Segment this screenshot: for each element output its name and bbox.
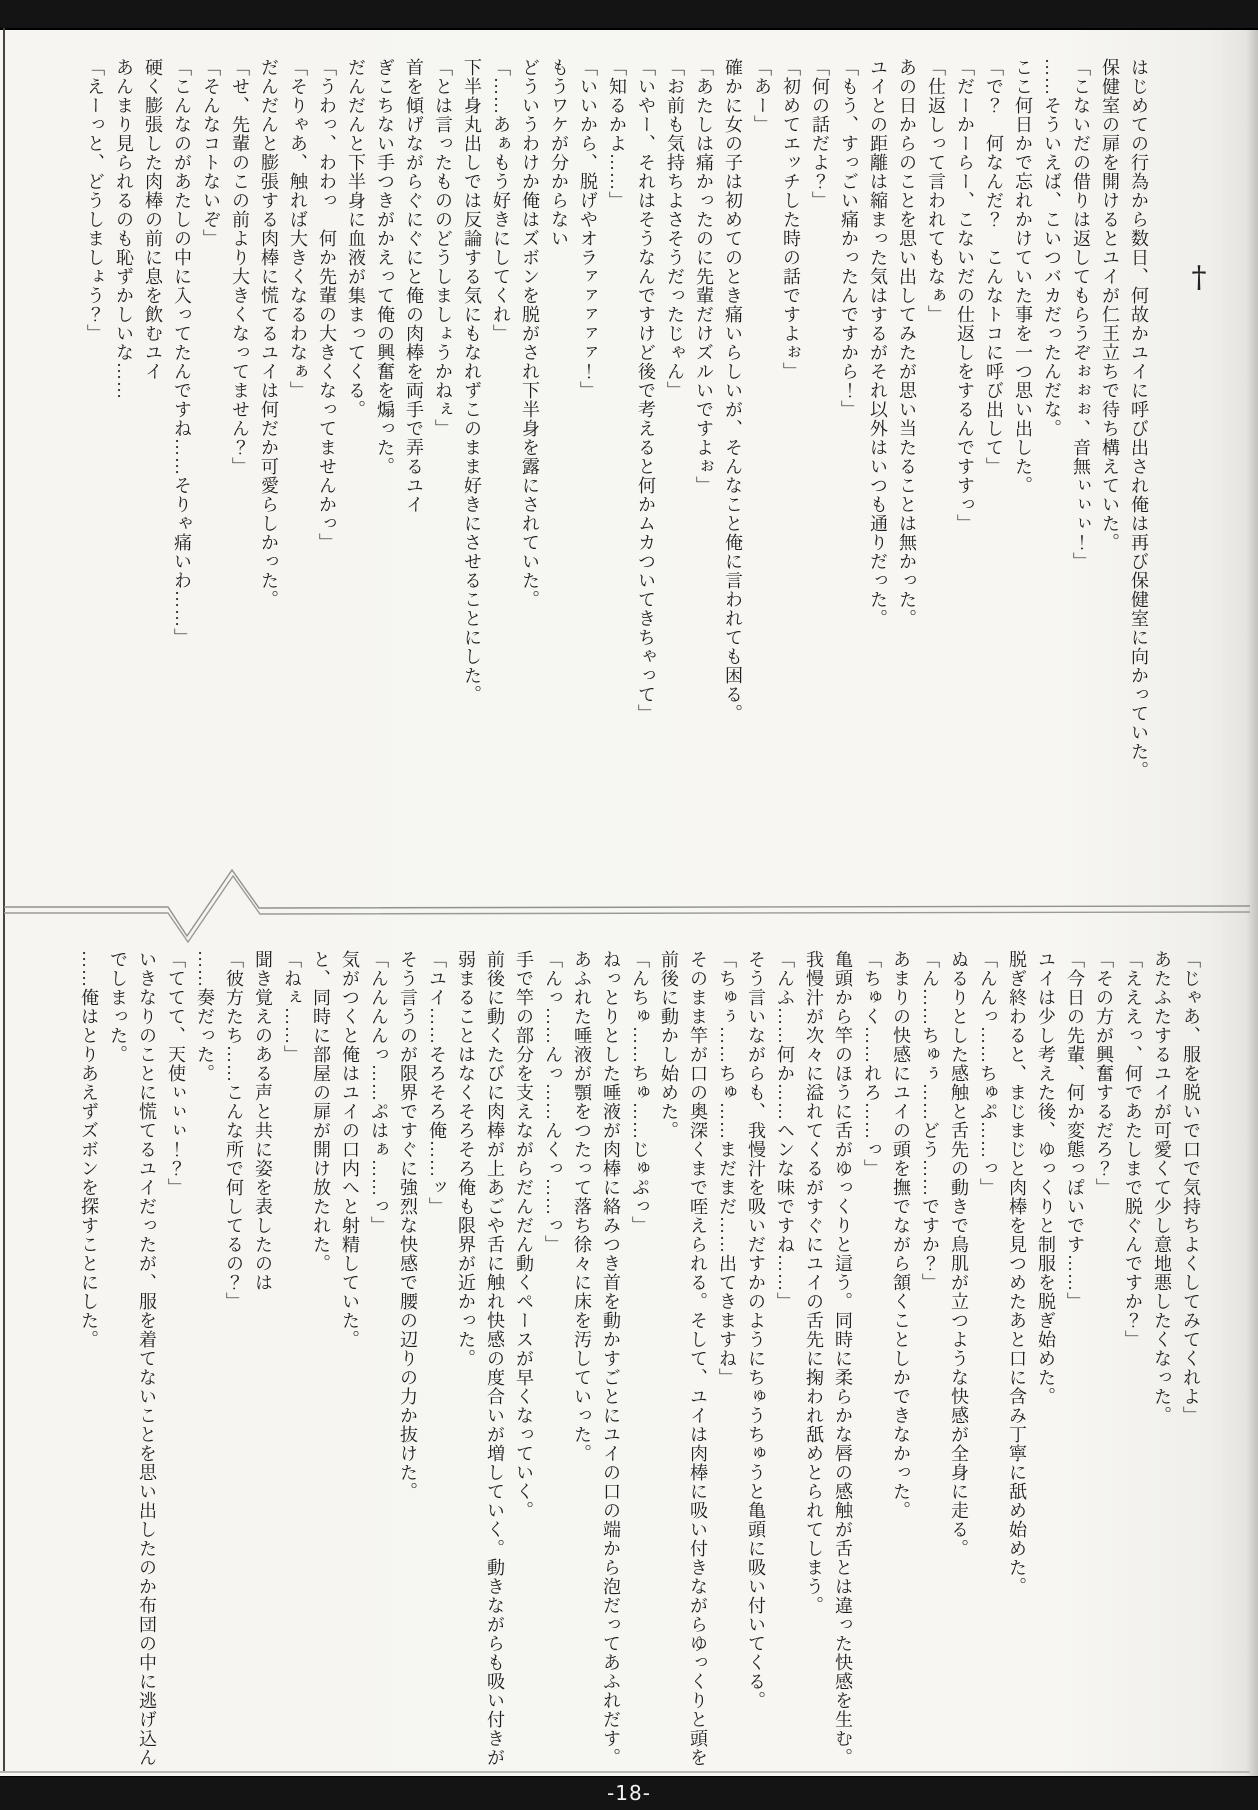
text-column-paragraph: 「彼方たち……こんな所で何してるの？」 <box>224 950 244 1311</box>
text-column-paragraph: だんだんと下半身に血液が集まってくる。 <box>346 58 366 419</box>
text-column-paragraph: 「ててて、天使ぃぃぃ！？」 <box>166 950 186 1197</box>
text-column-paragraph: 「えええっ、何であたしまで脱ぐんですか？」 <box>1123 950 1143 1349</box>
text-column-paragraph: 「んんっ……ちゅぷ……っ」 <box>978 950 998 1197</box>
text-column-paragraph: 「今日の先輩、何か変態っぽいです……」 <box>1065 950 1085 1311</box>
text-column-paragraph: 「ねぇ……」 <box>282 950 302 1064</box>
text-column-paragraph: ここ何日かで忘れかけていた事を一つ思い出した。 <box>1013 58 1033 495</box>
text-column-paragraph: だんだんと膨張する肉棒に慌てるユイは何だか可愛らしかった。 <box>259 58 279 609</box>
text-column-paragraph: 「いいから、脱げやオラァァァァァ！」 <box>578 58 598 400</box>
text-column-paragraph: ……俺はとりあえずズボンを探すことにした。 <box>79 950 99 1349</box>
scan-edge-line <box>0 1771 1250 1773</box>
text-column-paragraph: あたふたするユイが可愛くて少し意地悪したくなった。 <box>1152 950 1172 1425</box>
text-block-top <box>80 58 1153 784</box>
text-column-paragraph: 下半身丸出しでは反論する気にもなれずこのまま好きにさせることにした。 <box>462 58 482 704</box>
text-column-paragraph: 聞き覚えのある声と共に姿を表したのは <box>253 950 273 1292</box>
text-column-paragraph: そう言いながらも、我慢汁を吸いだすかのようにちゅうちゅうと亀頭に吸い付いてくる。 <box>746 950 766 1710</box>
page-number: -18- <box>607 1781 651 1805</box>
text-column-paragraph: 手で竿の部分を支えながらだんだん動くペースが早くなっていく。 <box>514 950 534 1520</box>
text-column-paragraph: 「んんんんっ……ぷはぁ……っ」 <box>369 950 389 1235</box>
top-black-bar <box>0 0 1258 30</box>
text-column-paragraph: ……そういえば、こいつバカだったんだな。 <box>1042 58 1062 438</box>
text-column-paragraph: 「ちゅく……れろ……っ」 <box>862 950 882 1178</box>
text-column-paragraph: 「ん……ちゅぅ……どう……ですか？」 <box>920 950 940 1292</box>
text-column-paragraph: 「もう、すっごい痛かったんですから！」 <box>839 58 859 419</box>
text-column-paragraph: 確かに女の子は初めてのとき痛いらしいが、そんなこと俺に言われても困る。 <box>723 58 743 723</box>
text-column-paragraph: 「んっ……んっ……んくっ……っ」 <box>543 950 563 1254</box>
text-column-paragraph: いきなりのことに慌てるユイだったが、服を着てないことを思い出したのか布団の中に逃げ込んでしまった。 <box>108 950 157 1767</box>
text-column-paragraph: 「えーっと、どうしましょう？」 <box>85 58 105 343</box>
text-column-paragraph: ユイとの距離は縮まった気はするがそれ以外はいつも通りだった。 <box>868 58 888 628</box>
cross-ornament: † <box>1191 260 1207 295</box>
text-column-paragraph: 「で？ 何なんだ？ こんなトコに呼び出して」 <box>984 58 1004 476</box>
text-column-paragraph: 「せ、先輩のこの前より大きくなってません？」 <box>230 58 250 476</box>
text-column-paragraph: はじめての行為から数日、何故かユイに呼び出され俺は再び保健室に向かっていた。 <box>1129 58 1149 780</box>
text-column-paragraph: 「お前も気持ちよさそうだったじゃん」 <box>665 58 685 400</box>
scene-divider-pulse-line <box>4 860 1252 952</box>
text-column-paragraph: そう言うのが限界ですぐに強烈な快感で腰の辺りの力か抜けた。 <box>398 950 418 1501</box>
text-column-paragraph: あの日からのことを思い出してみたが思い当たることは無かった。 <box>897 58 917 628</box>
text-column-paragraph: 硬く膨張した肉棒の前に息を飲むユイ <box>143 58 163 381</box>
text-column-paragraph: 前後に動くたびに肉棒が上あごや舌に触れ快感の度合いが増していく。動きながらも吸い付きが弱まることはなくそろそろ俺も限界が近かった。 <box>456 950 505 1767</box>
text-column-paragraph: 「初めてエッチした時の話ですよぉ」 <box>781 58 801 381</box>
text-column-paragraph: 「うわっ、わわっ 何か先輩の大きくなってませんかっ」 <box>317 58 337 552</box>
text-column-paragraph: ……奏だった。 <box>195 950 215 1083</box>
text-column-paragraph: 我慢汁が次々に溢れてくるがすぐにユイの舌先に掬われ舐めとられてしまう。 <box>804 950 824 1615</box>
text-column-paragraph: 亀頭から竿のほうに舌がゆっくりと這う。同時に柔らかな唇の感触が舌とは違った快感を生む。 <box>833 950 853 1767</box>
text-column-paragraph: あまりの快感にユイの頭を撫でながら頷くことしかできなかった。 <box>891 950 911 1520</box>
text-column-paragraph: 「こんなのがあたしの中に入ってたんですね……そりゃ痛いわ……」 <box>172 58 192 647</box>
text-column-paragraph: そのまま竿が口の奥深くまで咥えられる。そして、ユイは肉棒に吸い付きながらゆっくりと頭を前後に動かし始めた。 <box>659 950 708 1767</box>
text-column-paragraph: 「じゃあ、服を脱いで口で気持ちよくしてみてくれよ」 <box>1181 950 1201 1425</box>
text-column-paragraph: ぎこちない手つきがかえって俺の興奮を煽った。 <box>375 58 395 476</box>
text-column-paragraph: ユイは少し考えた後、ゆっくりと制服を脱ぎ始めた。 <box>1036 950 1056 1406</box>
text-column-paragraph: あんまり見られるのも恥ずかしいな…… <box>114 58 134 400</box>
text-block-bottom <box>74 950 1205 1770</box>
text-column-paragraph: 「知るかよ……」 <box>607 58 627 210</box>
text-column-paragraph: 「ユイ……そろそろ俺……ッ」 <box>427 950 447 1216</box>
text-column-paragraph: 「いやー、それはそうなんですけど後で考えると何かムカついてきちゃって」 <box>636 58 656 723</box>
text-column-paragraph: 脱ぎ終わると、まじまじと肉棒を見つめたあと口に含み丁寧に舐め始めた。 <box>1007 950 1027 1596</box>
bottom-black-bar <box>0 1776 1258 1810</box>
text-column-paragraph: 「何の話だよ？」 <box>810 58 830 210</box>
text-column-paragraph: 「だーかーらー、こないだの仕返しをするんですすっ」 <box>955 58 975 533</box>
text-column-paragraph: 気がつくと俺はユイの口内へと射精していた。 <box>340 950 360 1349</box>
text-column-paragraph: ねっとりとした唾液が肉棒に絡みつき首を動かすごとにユイの口の端から泡だってあふれだす。 <box>601 950 621 1767</box>
text-column-paragraph: 「そりゃあ、触れば大きくなるわなぁ」 <box>288 58 308 400</box>
text-column-paragraph: 首を傾げながらぐにぐにと俺の肉棒を両手で弄るユイ <box>404 58 424 514</box>
text-column-paragraph: あふれた唾液が顎をつたって落ち徐々に床を汚していった。 <box>572 950 592 1463</box>
text-column-paragraph: ぬるりとした感触と舌先の動きで鳥肌が立つような快感が全身に走る。 <box>949 950 969 1558</box>
text-column-paragraph: 「あー」 <box>752 58 772 134</box>
text-column-paragraph: もうワケが分からない <box>549 58 569 248</box>
text-column-paragraph: 「そんなコトないぞ」 <box>201 58 221 248</box>
text-column-paragraph: 「あたしは痛かったのに先輩だけズルいですよぉ」 <box>694 58 714 495</box>
text-column-paragraph: 「その方が興奮するだろ？」 <box>1094 950 1114 1197</box>
text-column-paragraph: 「……あぁもう好きにしてくれ」 <box>491 58 511 343</box>
text-column-paragraph: 「仕返しって言われてもなぁ」 <box>926 58 946 324</box>
text-column-paragraph: 「ちゅぅ……ちゅ……まだまだ……出てきますね」 <box>717 950 737 1387</box>
text-column-paragraph: どういうわけか俺はズボンを脱がされ下半身を露にされていた。 <box>520 58 540 609</box>
text-column-paragraph: 「こないだの借りは返してもらうぞぉぉぉ、音無ぃぃぃ！」 <box>1071 58 1091 571</box>
text-column-paragraph: と、同時に部屋の扉が開け放たれた。 <box>311 950 331 1273</box>
text-column-paragraph: 「んふ……何か……ヘンな味ですね……」 <box>775 950 795 1311</box>
text-column-paragraph: 「とは言ったもののどうしましょうかねぇ」 <box>433 58 453 438</box>
text-column-paragraph: 「んちゅ……ちゅ……じゅぷっ」 <box>630 950 650 1235</box>
text-column-paragraph: 保健室の扉を開けるとユイが仁王立ちで待ち構えていた。 <box>1100 58 1120 552</box>
